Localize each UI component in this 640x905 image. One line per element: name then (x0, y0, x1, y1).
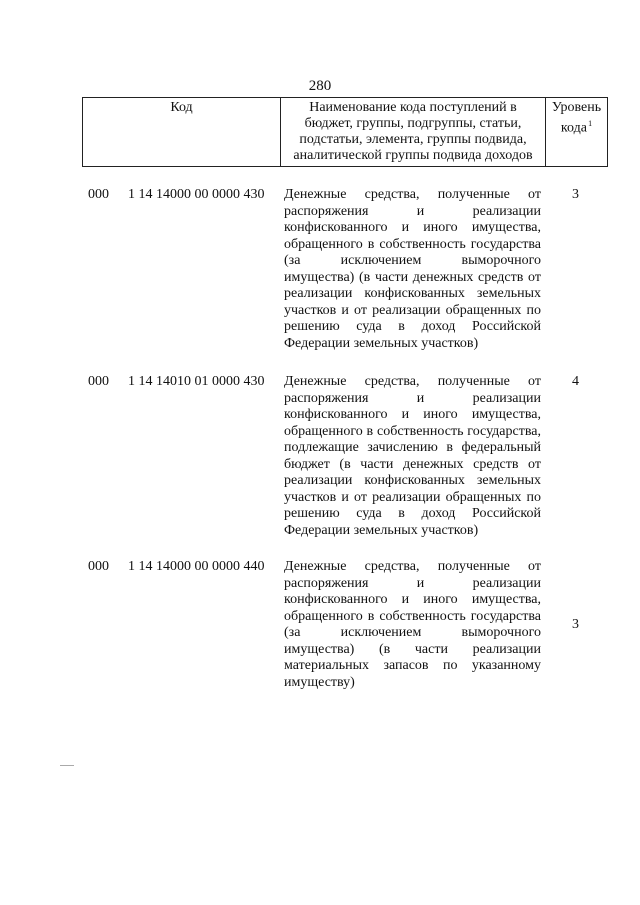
row-code: 1 14 14010 01 0000 430 (128, 374, 265, 389)
header-name: Наименование кода поступлений в бюджет, группы, подгруппы, статьи, подстатьи, элемента, группы подвида, аналитической группы подвида доходов (281, 98, 546, 167)
row-prefix: 000 (88, 559, 109, 574)
scan-artifact (60, 765, 74, 766)
row-description: Денежные средства, полученные от распоряжения и реализации конфискованного и иного имущества, обращенного в собственность государства (за исключением выморочного имущества) (в части реализации материальных запасов по указанному имуществу) (284, 559, 541, 690)
header-level: Уровень кода (551, 100, 602, 136)
header-level-cell (546, 98, 608, 167)
row-level: 4 (572, 374, 579, 389)
row-level: 3 (572, 187, 579, 202)
row-description: Денежные средства, полученные от распоряжения и реализации конфискованного и иного имущества, обращенного в собственность государства (за исключением выморочного имущества) (в части денежных средств от реализации конфискованных земельных участков и от реализации обращенных по решению суда в доход Российской Федерации земельных участков) (284, 187, 541, 351)
header-code: Код (83, 98, 281, 167)
row-code: 1 14 14000 00 0000 430 (128, 187, 265, 202)
row-level: 3 (572, 617, 579, 632)
row-description: Денежные средства, полученные от распоряжения и реализации конфискованного и иного имущества, обращенного в собственность государства, подлежащие зачислению в федеральный бюджет (в части денежных средств от реализации конфискованных земельных участков и от реализации обращенных по решению суда в доход Российской Федерации земельных участков) (284, 374, 541, 538)
table-header (82, 97, 608, 167)
row-code: 1 14 14000 00 0000 440 (128, 559, 265, 574)
page-number: 280 (308, 78, 332, 94)
row-prefix: 000 (88, 187, 109, 202)
row-prefix: 000 (88, 374, 109, 389)
header-level-footnote: 1 (588, 119, 593, 128)
